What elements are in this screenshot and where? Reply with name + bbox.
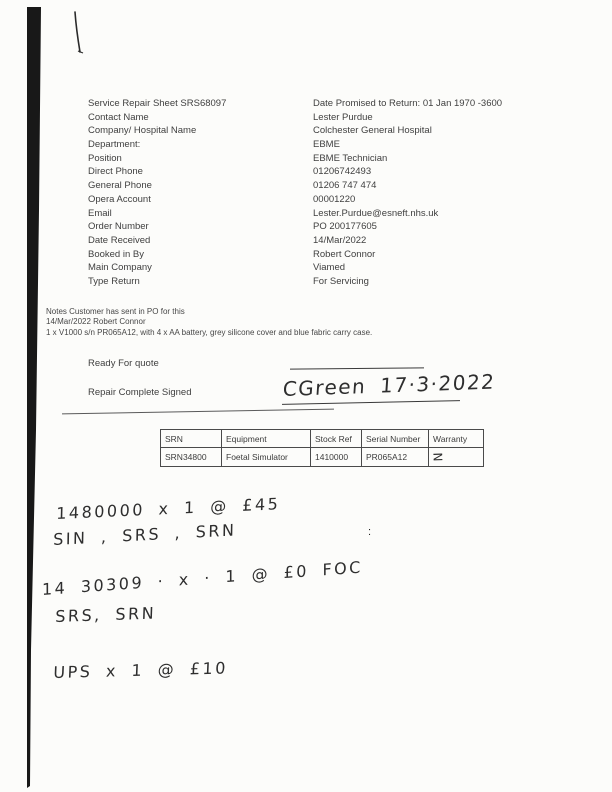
form-row-opera-account [88, 193, 528, 207]
form-row-general-phone [88, 179, 528, 193]
date-promised: Date Promised to Return: 01 Jan 1970 -3600 [313, 98, 503, 109]
notes-line-1: Notes Customer has sent in PO for this [46, 307, 185, 316]
form-row-contact-name [88, 111, 528, 125]
ready-for-quote-label: Ready For quote [88, 358, 159, 369]
table-row [161, 448, 484, 467]
form-row-date-received [88, 234, 528, 248]
cell-srn: SRN34800 [161, 448, 222, 467]
field-value: PO 200177605 [313, 221, 377, 233]
cell-warranty [429, 448, 484, 467]
form-row-order-number [88, 220, 528, 234]
form-row-hospital [88, 124, 528, 138]
cell-serial-number: PR065A12 [362, 448, 429, 467]
form-row-main-company [88, 261, 528, 275]
field-label: Company/ Hospital Name [88, 125, 197, 137]
header-warranty: Warranty [429, 430, 484, 448]
scan-crease-line [62, 409, 334, 415]
field-label: Order Number [88, 221, 149, 233]
handwritten-warranty-n: N [430, 452, 445, 462]
table-header-row [161, 430, 484, 448]
field-value: 14/Mar/2022 [313, 234, 367, 246]
handwritten-line-srs-srn: SRS, SRN [55, 603, 157, 626]
field-value: Robert Connor [313, 248, 376, 260]
field-label: Contact Name [88, 111, 149, 123]
handwritten-line-price-1480000: 1480000 x 1 @ £45 [56, 494, 281, 523]
equipment-table [160, 429, 484, 467]
form-row-position [88, 152, 528, 166]
field-label: Main Company [88, 262, 152, 274]
notes-line-2: 14/Mar/2022 Robert Connor [46, 317, 146, 327]
form-row-direct-phone [88, 165, 528, 179]
handwritten-line-ups: UPS x 1 @ £10 [53, 658, 229, 682]
field-label: General Phone [88, 180, 152, 192]
form-row-email [88, 207, 528, 221]
field-label: Email [88, 207, 112, 219]
handwritten-line-sin-srs-srn: SIN , SRS , SRN [53, 520, 237, 549]
header-serial-number: Serial Number [362, 430, 429, 448]
header-stock-ref: Stock Ref [311, 430, 362, 448]
scan-edge-bar [27, 7, 41, 788]
repair-form [88, 97, 528, 289]
field-value: Viamed [313, 262, 346, 274]
notes-line-3: 1 x V1000 s/n PR065A12, with 4 x AA battery, grey silicone cover and blue fabric carry case. [46, 327, 373, 337]
field-value: Lester.Purdue@esneft.nhs.uk [313, 207, 439, 219]
form-row-type-return [88, 275, 528, 289]
handwritten-signature: CGreen 17·3·2022 [282, 369, 497, 401]
header-equipment: Equipment [222, 430, 311, 448]
field-label: Position [88, 152, 122, 164]
form-row-department [88, 138, 528, 152]
form-title-row [88, 97, 528, 111]
handwritten-line-price-1430309: 14 30309 · x · 1 @ £0 FOC [42, 557, 363, 599]
field-label: Booked in By [88, 248, 144, 260]
field-label: Type Return [88, 275, 140, 287]
field-value: Colchester General Hospital [313, 125, 432, 137]
repair-signature-line [282, 400, 460, 405]
sheet-title: Service Repair Sheet SRS68097 [88, 98, 227, 109]
field-label: Department: [88, 139, 141, 151]
field-label: Opera Account [88, 193, 151, 205]
field-value: For Servicing [313, 275, 369, 287]
field-value: EBME [313, 139, 340, 151]
ink-colon-mark: : [368, 526, 372, 538]
field-label: Date Received [88, 234, 151, 246]
cell-stock-ref: 1410000 [311, 448, 362, 467]
cell-equipment: Foetal Simulator [222, 448, 311, 467]
pen-slash-foot [78, 51, 83, 53]
field-value: 00001220 [313, 193, 356, 205]
field-value: Lester Purdue [313, 111, 373, 123]
form-row-booked-in-by [88, 248, 528, 262]
pen-slash-mark [75, 12, 80, 52]
field-value: 01206 747 474 [313, 180, 377, 192]
field-label: Direct Phone [88, 166, 143, 178]
header-srn: SRN [161, 430, 222, 448]
field-value: EBME Technician [313, 152, 388, 164]
notes-section [46, 307, 372, 338]
quote-signature-line [290, 367, 424, 369]
repair-complete-label: Repair Complete Signed [88, 387, 192, 398]
field-value: 01206742493 [313, 166, 372, 178]
